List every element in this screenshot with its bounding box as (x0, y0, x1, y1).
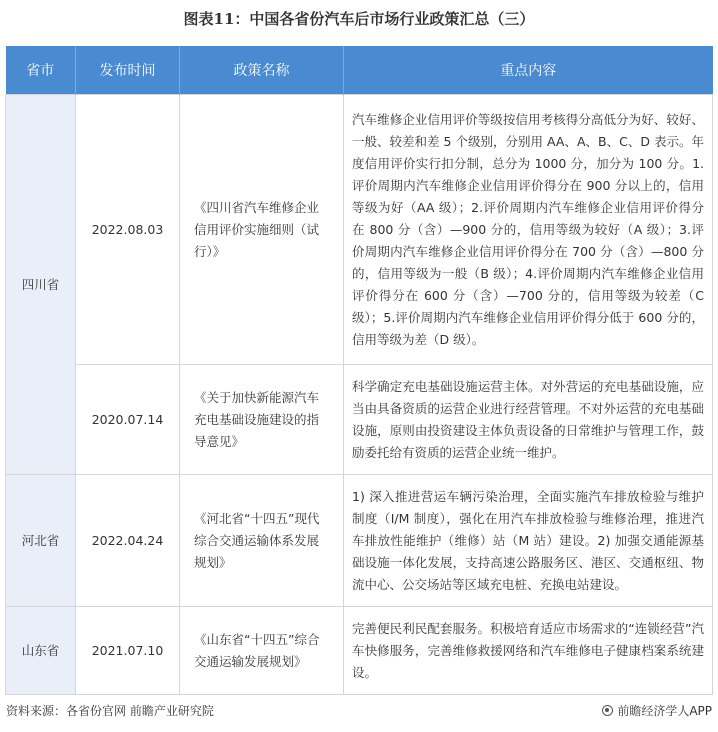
brand (602, 702, 712, 719)
date-cell: 2022.08.03 (76, 95, 180, 365)
table-row (6, 607, 713, 695)
table-row (6, 95, 713, 365)
content-cell: 完善便民利民配套服务。积极培育适应市场需求的“连锁经营”汽车快修服务，完善维修救援网络和汽车维修电子健康档案系统建设。 (344, 607, 713, 695)
header-date: 发布时间 (76, 46, 180, 95)
policy-name-cell: 《关于加快新能源汽车充电基础设施建设的指导意见》 (180, 365, 344, 475)
policy-name-cell: 《山东省“十四五”综合交通运输发展规划》 (180, 607, 344, 695)
header-policy-name: 政策名称 (180, 46, 344, 95)
province-cell: 河北省 (6, 475, 76, 607)
qianzhan-logo-icon (602, 705, 613, 716)
policy-name-cell: 《河北省“十四五”现代综合交通运输体系发展规划》 (180, 475, 344, 607)
date-cell: 2020.07.14 (76, 365, 180, 475)
policy-name-cell: 《四川省汽车维修企业信用评价实施细则（试行）》 (180, 95, 344, 365)
content-cell: 1) 深入推进营运车辆污染治理，全面实施汽车排放检验与维护制度（I/M 制度），强化在用汽车排放检验与维修治理，推进汽车排放性能维护（维修）站（M 站）建设。2) 加强交通能源基础设施一体化发展，支持高速公路服务区、港区、交通枢纽、物流中心、公交场站等区域充电桩、充换电站建设。 (344, 475, 713, 607)
table-row (6, 365, 713, 475)
table-header-row (6, 46, 713, 95)
source-note: 资料来源：各省份官网 前瞻产业研究院 (6, 704, 214, 718)
table-row (6, 475, 713, 607)
province-cell: 山东省 (6, 607, 76, 695)
content-cell: 汽车维修企业信用评价等级按信用考核得分高低分为好、较好、一般、较差和差 5 个级别，分别用 AA、A、B、C、D 表示。年度信用评价实行扣分制，总分为 1000 分，加分为 100 分。1.评价周期内汽车维修企业信用评价得分在 900 分以上的，信用等级为好（AA 级）；2.评价周期内汽车维修企业信用评价得分在 800 分（含）—900 分的，信用等级为较好（A 级）；3.评价周期内汽车维修企业信用评价得分在 700 分（含）—800 分的，信用等级为一般（B 级）；4.评价周期内汽车维修企业信用评价得分在 600 分（含）—700 分的，信用等级为较差（C 级）；5.评价周期内汽车维修企业信用评价得分低于 600 分的，信用等级为差（D 级）。 (344, 95, 713, 365)
province-cell: 四川省 (6, 95, 76, 475)
header-key-content: 重点内容 (344, 46, 713, 95)
header-province: 省市 (6, 46, 76, 95)
policy-table (5, 46, 713, 695)
brand-label: 前瞻经济学人APP (617, 704, 712, 718)
date-cell: 2022.04.24 (76, 475, 180, 607)
page-title: 图表11：中国各省份汽车后市场行业政策汇总（三） (183, 10, 535, 28)
date-cell: 2021.07.10 (76, 607, 180, 695)
content-cell: 科学确定充电基础设施运营主体。对外营运的充电基础设施，应当由具备资质的运营企业进行经营管理。不对外运营的充电基础设施，原则由投资建设主体负责设备的日常维护与管理工作，鼓励委托给有资质的运营企业统一维护。 (344, 365, 713, 475)
